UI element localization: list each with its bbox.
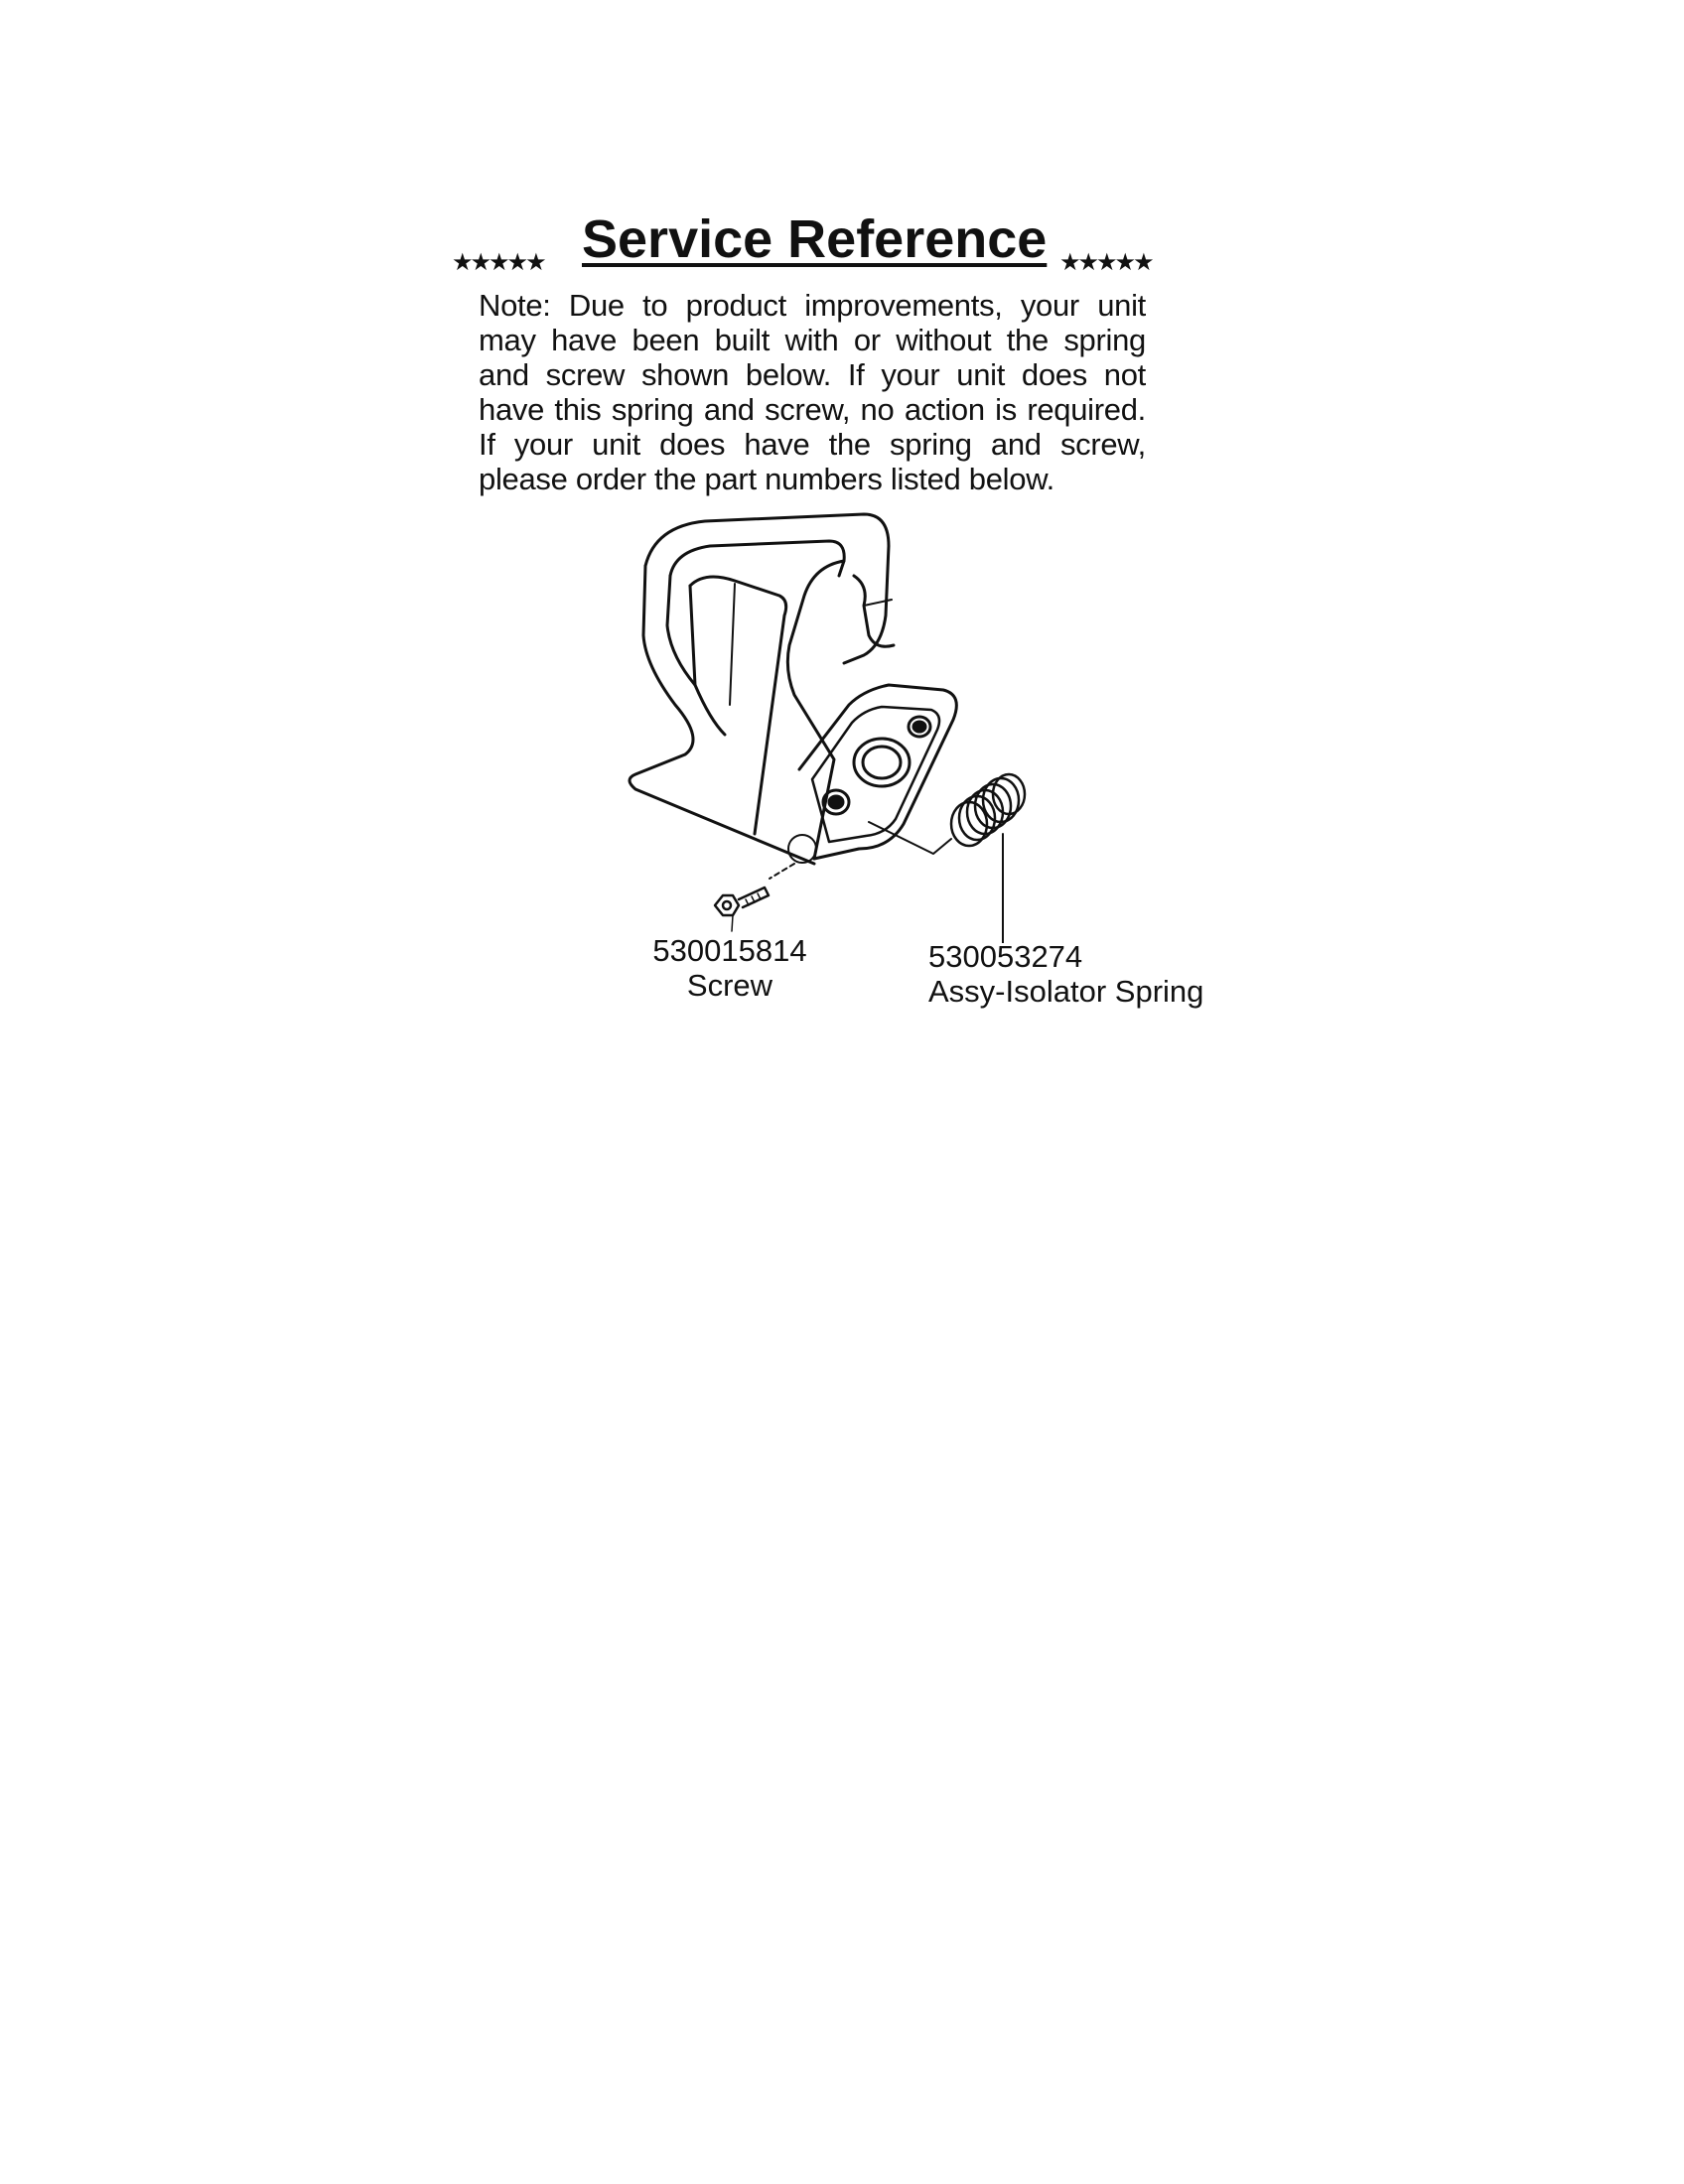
stars-right: ★★★★★	[1059, 249, 1152, 276]
part-screw	[650, 933, 809, 1003]
part-screw-name: Screw	[686, 968, 773, 1003]
page-title: Service Reference	[582, 209, 1048, 269]
part-screw-number: 530015814	[652, 933, 807, 968]
title-row	[452, 208, 1167, 288]
service-note: Note: Due to product improvements, your unit may have been built with or without the spring and screw shown below. If your unit does not have this spring and screw, no action is required. If your unit does have the spring and screw, please order the part numbers listed below.	[479, 288, 1146, 496]
stars-left: ★★★★★	[452, 249, 544, 276]
part-spring-number: 530053274	[928, 939, 1083, 974]
handle-assembly-illustration	[616, 506, 1072, 943]
part-spring-name: Assy-Isolator Spring	[928, 974, 1204, 1009]
part-isolator-spring	[928, 939, 1203, 1009]
